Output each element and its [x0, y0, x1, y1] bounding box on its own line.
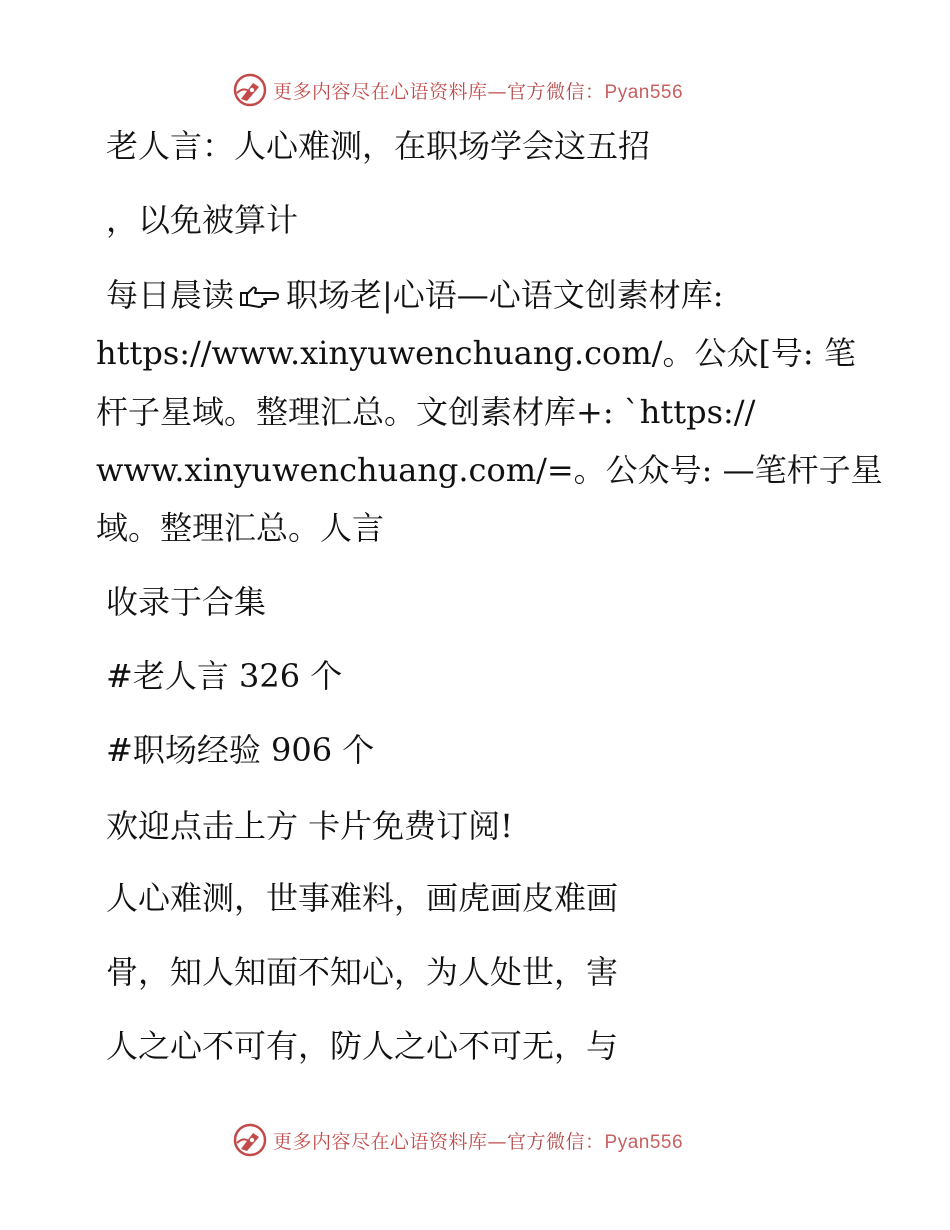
collection-tag[interactable]: #职场经验 906 个	[106, 731, 375, 769]
body-line: 人心难测，世事难料，画虎画皮难画	[106, 879, 619, 917]
watermark-main: 更多内容尽在心语资料库	[273, 80, 488, 103]
body-line: 骨，知人知面不知心，为人处世，害	[106, 953, 619, 991]
pen-nib-logo-icon	[233, 73, 267, 107]
watermark-dash: —	[487, 80, 508, 103]
source-line-4: www.xinyuwenchuang.com/=。公众号: —笔杆子星	[96, 451, 883, 489]
source-line-2: https://www.xinyuwenchuang.com/。公众[号: 笔	[96, 334, 856, 372]
body-line: 人之心不可有，防人之心不可无，与	[106, 1027, 619, 1065]
watermark-group	[233, 1122, 683, 1158]
collection-label: 收录于合集	[106, 583, 267, 621]
watermark-group	[233, 72, 683, 108]
pen-nib-logo-icon	[233, 1123, 267, 1157]
title-line-1: 老人言：人心难测，在职场学会这五招	[106, 127, 651, 165]
watermark-wechat-label: 官方微信：	[507, 80, 605, 103]
source-line-3: 杆子星域。整理汇总。文创素材库+: `https://	[96, 393, 756, 431]
source-line-1-rest: 职场老|心语—心语文创素材库:	[286, 276, 724, 314]
watermark-footer	[0, 1118, 950, 1162]
subscribe-prompt: 欢迎点击上方 卡片免费订阅!	[106, 807, 514, 845]
watermark-account: Pyan556	[604, 1131, 684, 1153]
collection-tag[interactable]: #老人言 326 个	[106, 657, 343, 695]
watermark-wechat-label: 官方微信：	[507, 1130, 605, 1153]
watermark-main: 更多内容尽在心语资料库	[273, 1130, 488, 1153]
source-line-5: 域。整理汇总。人言	[96, 509, 385, 547]
watermark-dash: —	[487, 1130, 508, 1153]
watermark-header	[0, 68, 950, 112]
watermark-text	[273, 1127, 683, 1154]
watermark-account: Pyan556	[604, 81, 684, 103]
hand-pointing-right-icon	[238, 283, 280, 309]
source-prefix: 每日晨读	[106, 276, 235, 314]
title-line-2: ，以免被算计	[106, 201, 299, 239]
watermark-text	[273, 77, 683, 104]
source-line-1	[106, 275, 724, 315]
